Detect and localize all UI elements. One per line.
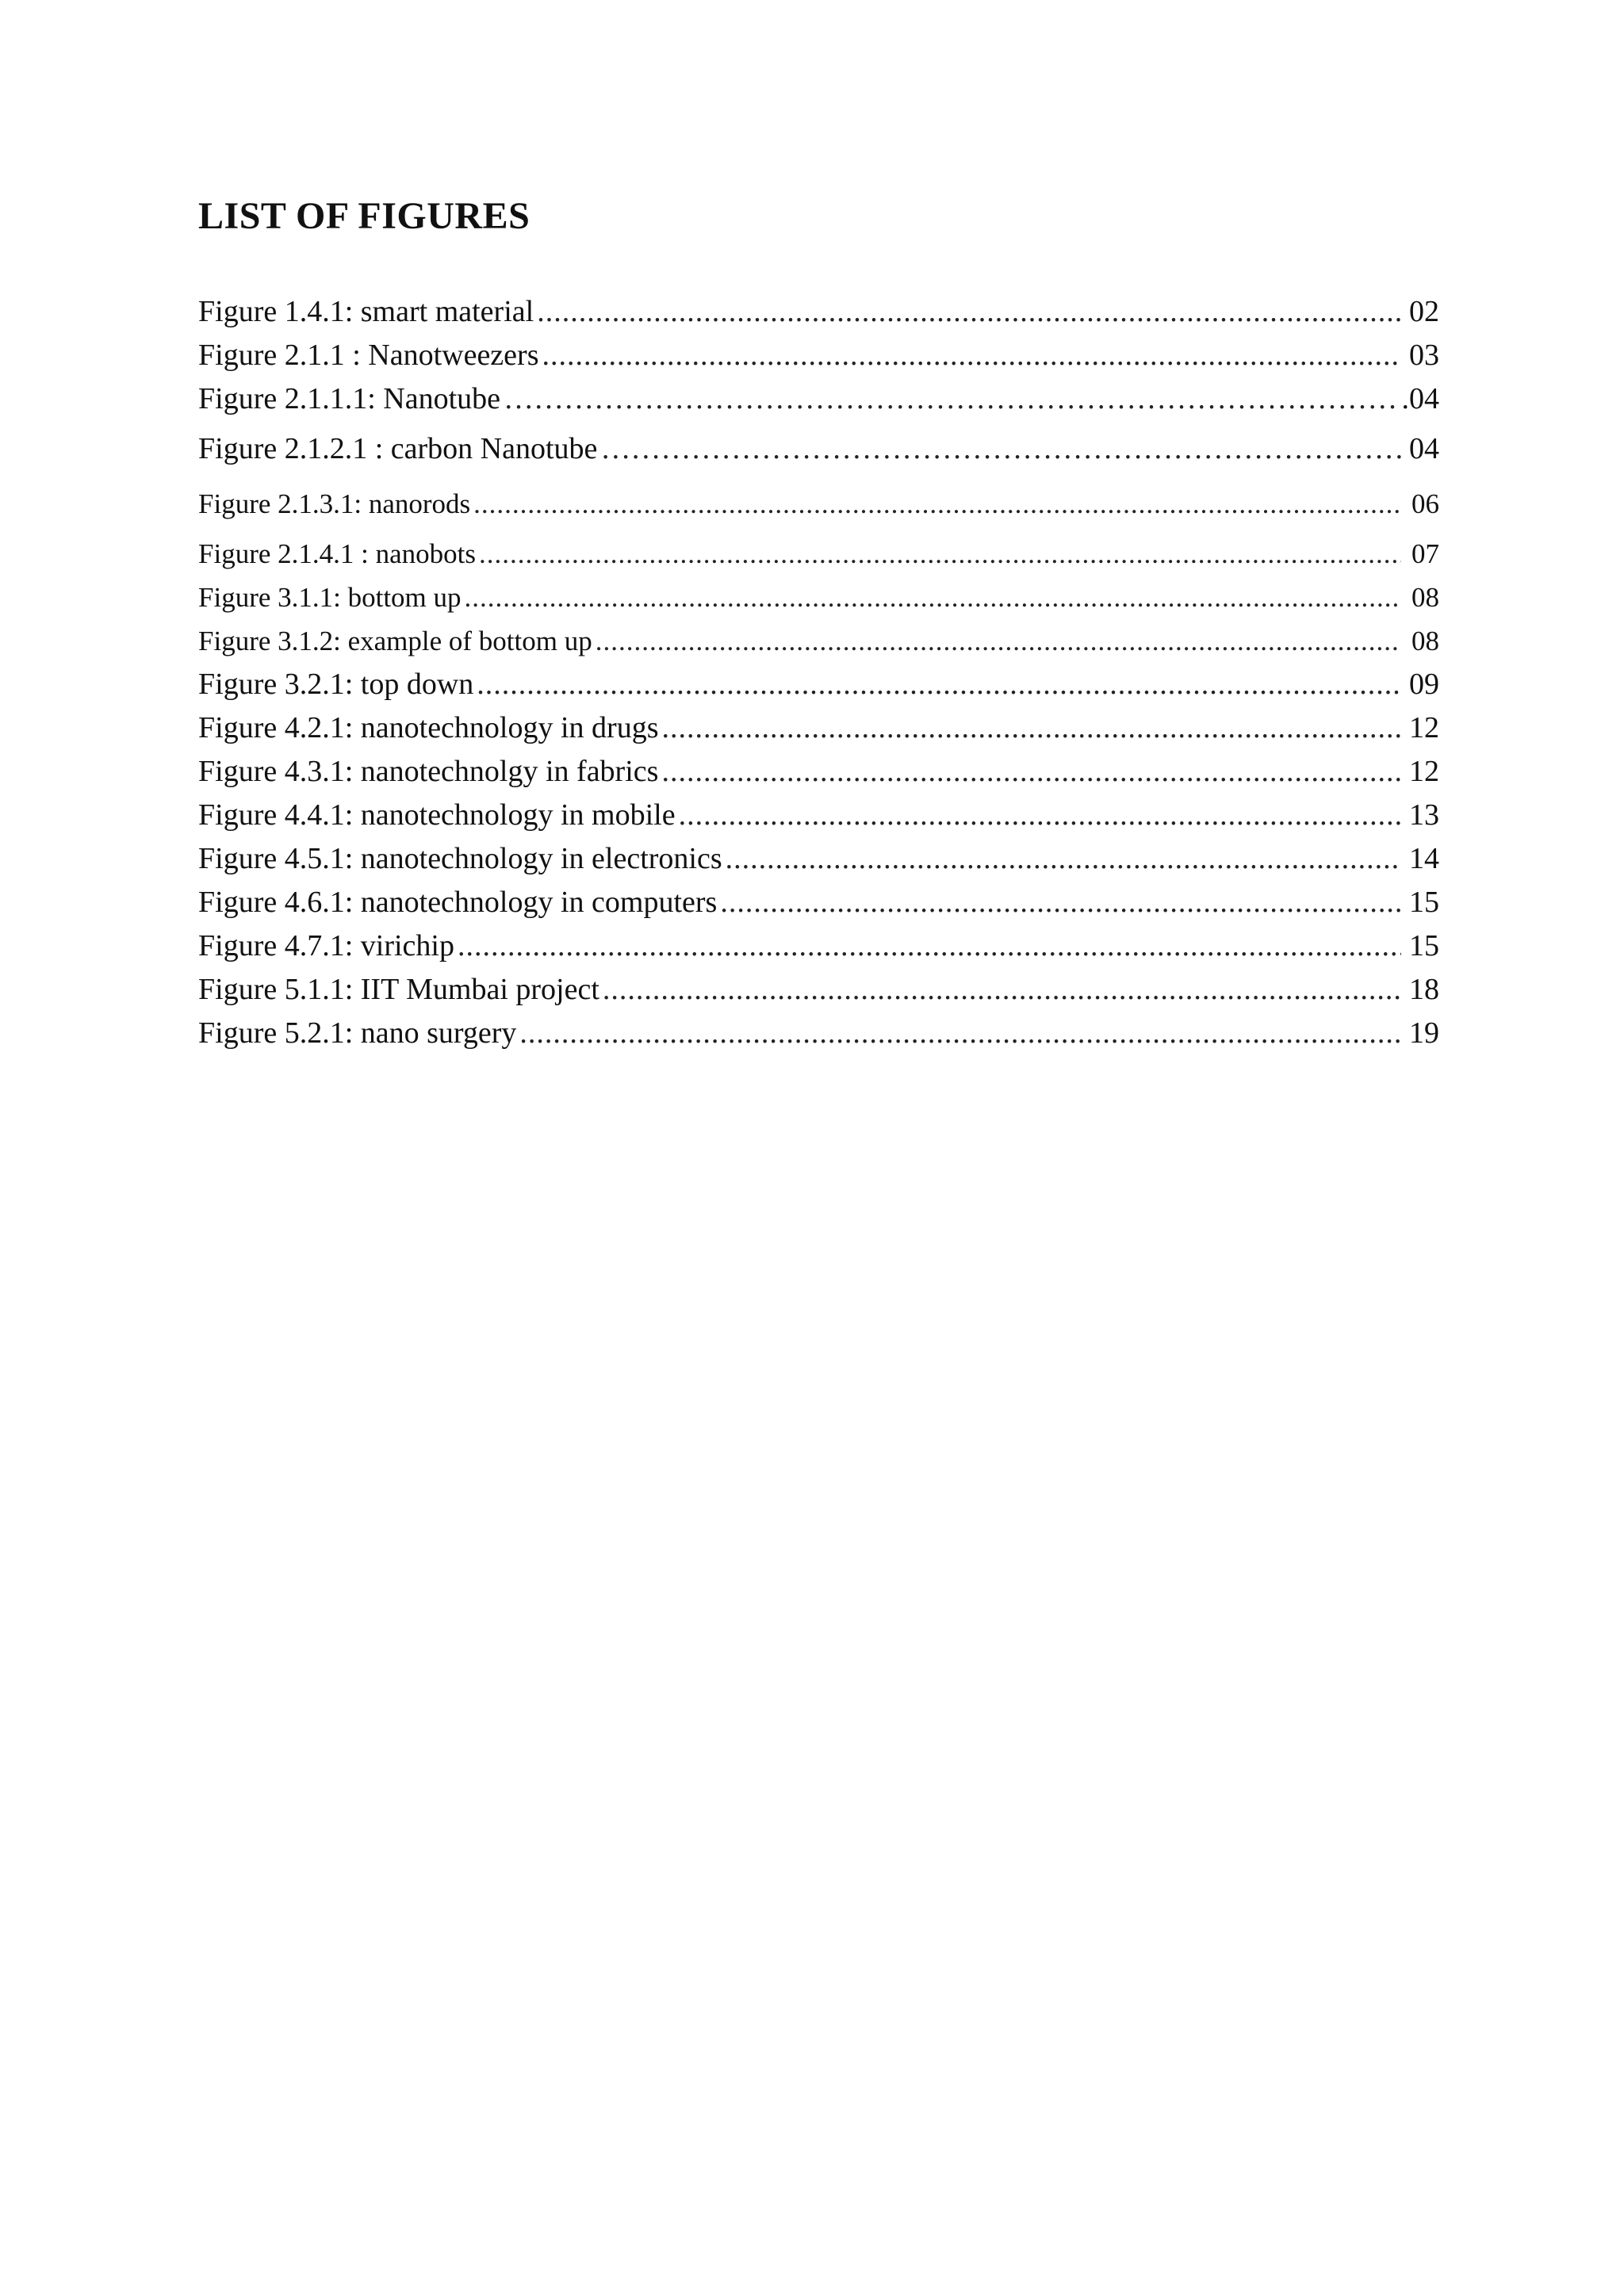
page-number: 08 [1411,582,1439,613]
dot-leader [465,576,1401,619]
figure-label: Figure 4.3.1: nanotechnolgy in fabrics [198,755,659,788]
list-item[interactable] [198,532,1439,576]
page-number: 19 [1409,1016,1439,1050]
dot-leader [504,377,1398,421]
figure-label: Figure 3.1.1: bottom up [198,582,462,613]
page-number: 06 [1411,488,1439,519]
figure-label: Figure 4.4.1: nanotechnology in mobile [198,798,676,832]
list-item[interactable] [198,576,1439,619]
list-item[interactable] [198,619,1439,663]
dot-leader [661,706,1401,750]
list-item[interactable] [198,794,1439,837]
page-number: 13 [1409,798,1439,832]
list-item[interactable] [198,334,1439,377]
page-number: 02 [1409,295,1439,328]
figure-label: Figure 3.2.1: top down [198,668,474,701]
page-number: 12 [1409,711,1439,744]
dot-leader [458,924,1401,968]
list-item[interactable] [198,968,1439,1012]
dot-leader [726,837,1401,881]
dot-leader [596,619,1401,663]
dot-leader [603,968,1401,1012]
list-item[interactable] [198,663,1439,706]
page-number: 07 [1411,538,1439,569]
page-number: 03 [1409,339,1439,372]
page-title: LIST OF FIGURES [198,195,530,237]
figure-label: Figure 4.2.1: nanotechnology in drugs [198,711,659,744]
page-number: .04 [1401,382,1439,415]
figure-label: Figure 2.1.4.1 : nanobots [198,538,476,569]
figure-label: Figure 4.5.1: nanotechnology in electronics [198,842,722,875]
dot-leader [720,881,1401,924]
dot-leader [679,794,1401,837]
figure-label: Figure 5.1.1: IIT Mumbai project [198,973,599,1006]
dot-leader [477,663,1401,706]
page-number: 09 [1409,668,1439,701]
page-number: 04 [1409,432,1439,465]
dot-leader [537,290,1401,334]
list-item[interactable] [198,924,1439,968]
figure-label: Figure 5.2.1: nano surgery [198,1016,517,1050]
list-item[interactable] [198,706,1439,750]
page-number: 18 [1409,973,1439,1006]
list-of-figures [198,290,1439,1055]
list-item[interactable] [198,476,1439,532]
page-number: 15 [1409,929,1439,962]
list-item[interactable] [198,1012,1439,1055]
list-item[interactable] [198,290,1439,334]
dot-leader [519,1012,1401,1055]
page-number: 12 [1409,755,1439,788]
list-item[interactable] [198,881,1439,924]
dot-leader [479,532,1401,576]
page-number: 15 [1409,886,1439,919]
figure-label: Figure 2.1.1.1: Nanotube [198,382,501,415]
figure-label: Figure 4.7.1: virichip [198,929,454,962]
list-item[interactable] [198,837,1439,881]
figure-label: Figure 3.1.2: example of bottom up [198,626,592,656]
figure-label: Figure 2.1.1 : Nanotweezers [198,339,539,372]
list-item[interactable] [198,421,1439,476]
dot-leader [600,421,1401,476]
page-number: 14 [1409,842,1439,875]
figure-label: Figure 4.6.1: nanotechnology in computers [198,886,718,919]
list-item[interactable] [198,750,1439,794]
page-number: 08 [1411,626,1439,656]
figure-label: Figure 2.1.2.1 : carbon Nanotube [198,432,598,465]
dot-leader [473,476,1401,532]
figure-label: Figure 1.4.1: smart material [198,295,534,328]
figure-label: Figure 2.1.3.1: nanorods [198,488,471,519]
list-item[interactable] [198,377,1439,421]
dot-leader [661,750,1401,794]
dot-leader [542,334,1402,377]
